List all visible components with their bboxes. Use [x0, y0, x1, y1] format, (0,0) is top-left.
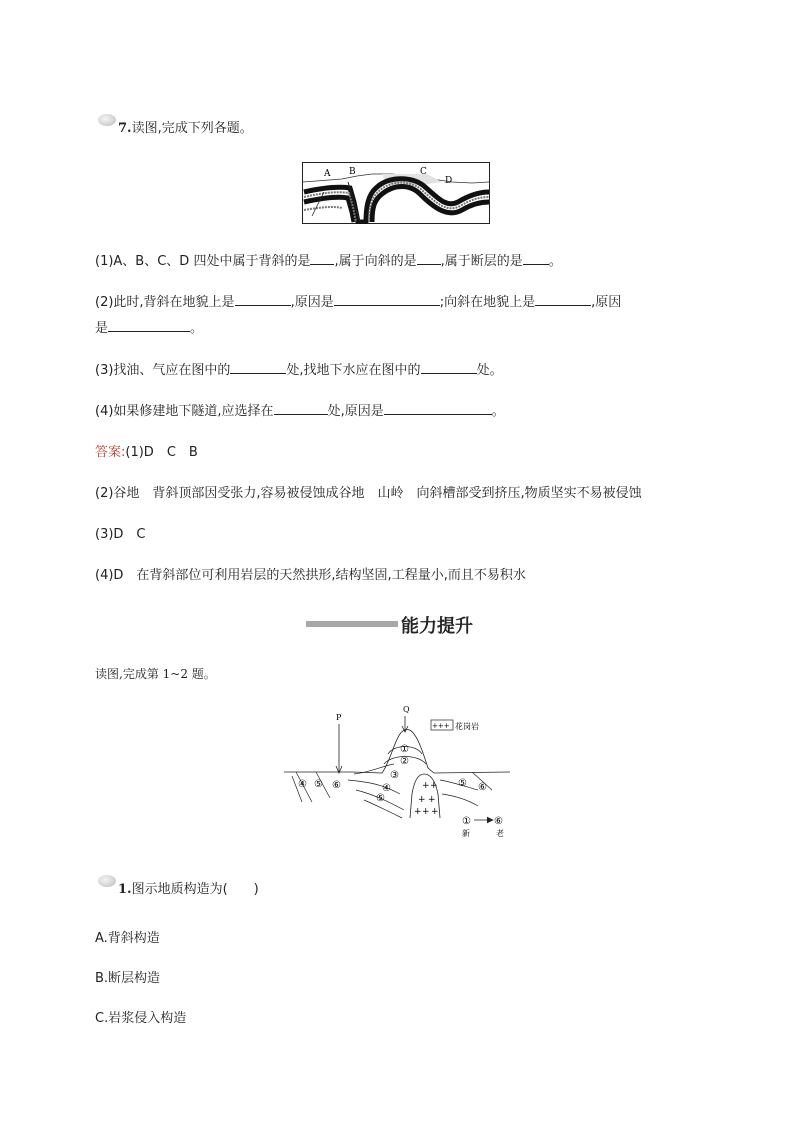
- answer-blank[interactable]: [535, 293, 591, 306]
- layer-2: ②: [400, 756, 409, 767]
- section-bar: [306, 621, 398, 627]
- granite-plus: +: [414, 807, 422, 817]
- answer-blank[interactable]: [417, 252, 441, 265]
- q7-sub4: (4)如果修建地下隧道,应选择在 处,原因是 。: [95, 404, 505, 419]
- layer-1: ①: [400, 744, 409, 755]
- layer-3: ③: [390, 770, 399, 781]
- label-old: 老: [496, 829, 504, 838]
- q7-sub1: (1)A、B、C、D 四处中属于背斜的是 ,属于向斜的是 ,属于断层的是 。: [95, 254, 562, 269]
- answer-blank[interactable]: [274, 402, 328, 415]
- answer-blank[interactable]: [310, 252, 334, 265]
- layer-5-left: ⑤: [314, 779, 323, 790]
- granite-plus: +: [430, 781, 438, 791]
- label-c: C: [420, 167, 427, 177]
- answer-line-3: (3)D C: [95, 527, 146, 542]
- question-1-title: 1.图示地质构造为( ): [118, 882, 259, 897]
- scale-to: ⑥: [494, 816, 503, 827]
- answer-blank[interactable]: [384, 402, 492, 415]
- answer-blank[interactable]: [421, 361, 477, 374]
- answer-line-1: 答案:(1)D C B: [95, 445, 198, 460]
- intro-text: 读图,完成第 1~2 题。: [95, 667, 216, 681]
- label-q: Q: [403, 705, 410, 714]
- scale-from: ①: [462, 816, 471, 827]
- fold-structure-diagram: [302, 162, 490, 224]
- granite-plus: +: [422, 781, 430, 791]
- layer-6-left: ⑥: [332, 780, 341, 791]
- layer-5: ⑤: [376, 793, 385, 804]
- q7-sub2-line1: (2)此时,背斜在地貌上是 ,原因是 ;向斜在地貌上是 ,原因: [95, 295, 622, 310]
- legend-symbol: +++: [432, 722, 450, 730]
- answer-blank[interactable]: [523, 252, 549, 265]
- answer-blank[interactable]: [108, 319, 190, 332]
- granite-plus: +: [428, 795, 436, 805]
- label-a: A: [324, 169, 331, 179]
- q7-sub3: (3)找油、气应在图中的 处,找地下水应在图中的 处。: [95, 363, 503, 378]
- granite-plus: +: [422, 807, 430, 817]
- answer-blank[interactable]: [235, 293, 291, 306]
- label-b: B: [349, 167, 356, 177]
- granite-plus: +: [418, 795, 426, 805]
- q7-sub2-line2: 是 。: [95, 321, 204, 336]
- label-p: P: [336, 713, 342, 722]
- granite-plus: +: [431, 807, 439, 817]
- label-new: 新: [462, 829, 470, 838]
- label-d: D: [445, 176, 453, 186]
- section-title: 能力提升: [401, 616, 473, 637]
- option-b[interactable]: B.断层构造: [95, 971, 161, 986]
- question-7-title: 7.读图,完成下列各题。: [118, 121, 253, 136]
- geology-cross-section: [282, 702, 522, 844]
- answer-blank[interactable]: [230, 361, 286, 374]
- layer-4-left: ④: [298, 779, 307, 790]
- legend-label: 花岗岩: [455, 722, 479, 731]
- answer-line-4: (4)D 在背斜部位可利用岩层的天然拱形,结构坚固,工程量小,而且不易积水: [95, 568, 526, 583]
- layer-4: ④: [382, 783, 391, 794]
- answer-line-2: (2)谷地 背斜顶部因受张力,容易被侵蚀成谷地 山岭 向斜槽部受到挤压,物质坚实不易被侵蚀: [95, 486, 642, 501]
- question-marker-icon: [98, 114, 116, 126]
- answer-label: 答案:: [95, 445, 126, 460]
- layer-6-right: ⑥: [478, 782, 487, 793]
- answer-blank[interactable]: [334, 293, 440, 306]
- question-marker-icon: [98, 875, 116, 887]
- layer-5-right: ⑤: [458, 778, 467, 789]
- option-c[interactable]: C.岩浆侵入构造: [95, 1011, 187, 1026]
- option-a[interactable]: A.背斜构造: [95, 931, 160, 946]
